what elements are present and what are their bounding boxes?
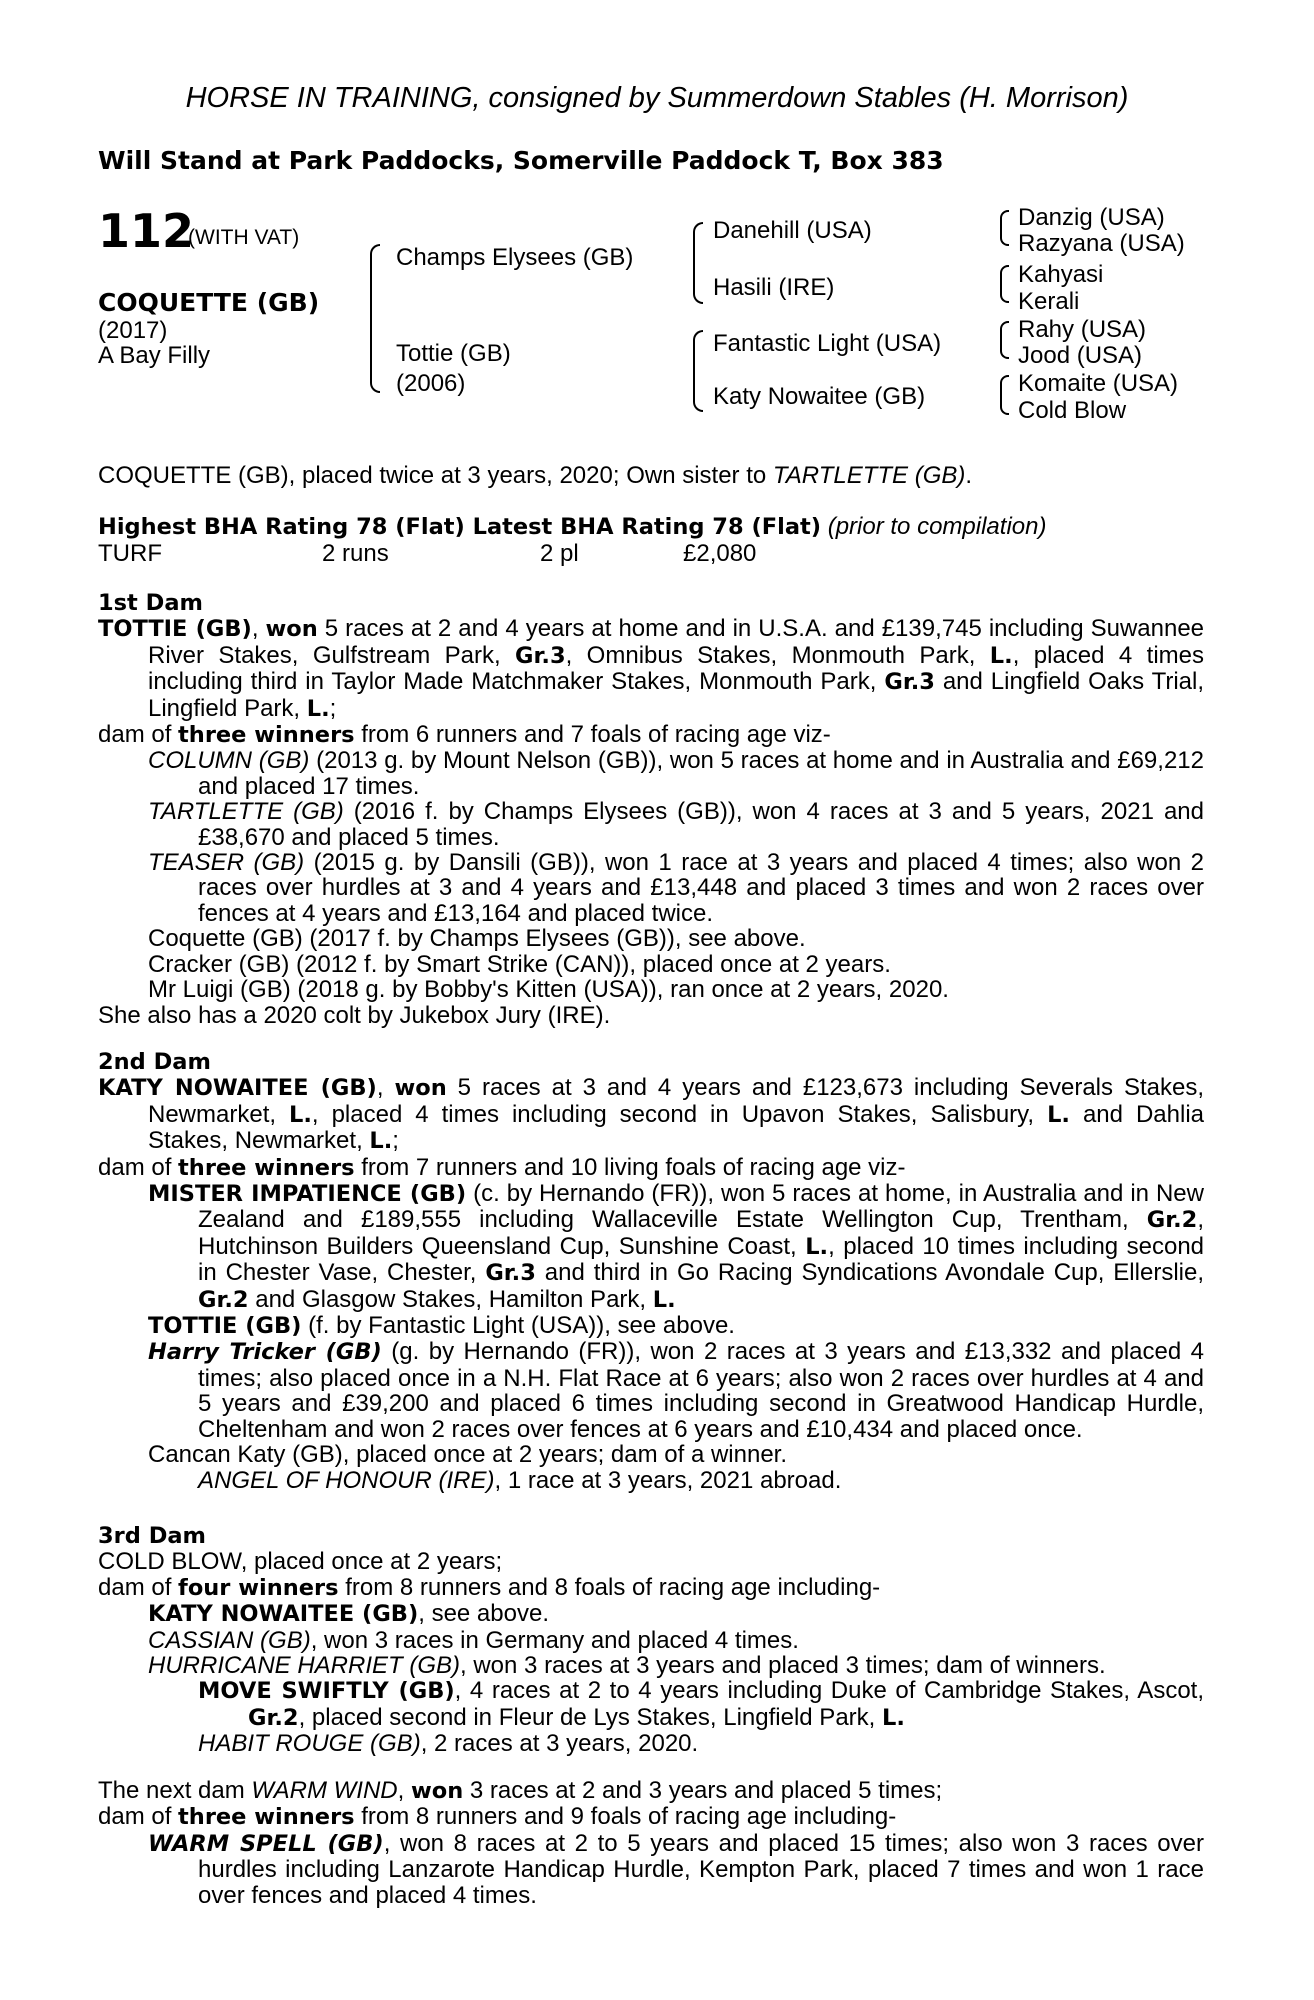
vat-note: (WITH VAT) — [188, 226, 300, 249]
produce-teaser: TEASER (GB) (2015 g. by Dansili (GB)), won 1 race at 3 years and placed 4 times; also won 2 races over hurdles at 3 and 4 years and £13,448 and placed 3 times and won 2 races over fences at 4 years and £13,164 and placed twice. — [148, 849, 1204, 927]
sire-dam: Hasili (IRE) — [713, 274, 835, 301]
next-dam-produce-summary: dam of three winners from 8 runners and 9 foals of racing age including- — [98, 1803, 897, 1831]
first-dam-record: TOTTIE (GB), won 5 races at 2 and 4 years at home and in U.S.A. and £139,745 including Suwannee River Stakes, Gulfstream Park, Gr.3, Omnibus Stakes, Monmouth Park, L., placed 4 times including third in Taylor Made Matchmaker Stakes, Monmouth Park, Gr.3 and Lingfield Oaks Trial, Lingfield Park, L.; — [98, 615, 1205, 722]
horse-description: A Bay Filly — [98, 342, 211, 369]
rating-placed: 2 pl — [540, 540, 579, 567]
dam-sire: Fantastic Light (USA) — [713, 330, 942, 357]
sire: Champs Elysees (GB) — [396, 244, 634, 271]
produce-hurricane-harriet: HURRICANE HARRIET (GB), won 3 races at 3 years and placed 3 times; dam of winners. — [148, 1652, 1106, 1680]
ancestor-8: Cold Blow — [1018, 397, 1127, 424]
pedigree-brace-g3 — [1000, 321, 1009, 359]
rating-note: (prior to compilation) — [827, 513, 1047, 540]
ancestor-3: Kahyasi — [1018, 261, 1104, 288]
dam-dam: Katy Nowaitee (GB) — [713, 383, 926, 410]
second-dam-section — [98, 1050, 1204, 1493]
rating-label: Highest BHA Rating 78 (Flat) Latest BHA Rating 78 (Flat) — [98, 514, 822, 540]
lot-number: 112 — [98, 204, 195, 258]
ancestor-7: Komaite (USA) — [1018, 370, 1179, 397]
first-dam-section — [98, 591, 1204, 1028]
third-dam-record: COLD BLOW, placed once at 2 years; — [98, 1548, 503, 1576]
summary-text: COQUETTE (GB), placed twice at 3 years, 2020; Own sister to — [98, 462, 773, 489]
first-dam-heading: 1st Dam — [98, 590, 203, 616]
pedigree-brace-sire — [693, 222, 703, 304]
pedigree-brace-main — [370, 244, 380, 393]
pedigree-brace-g4 — [1000, 375, 1009, 415]
produce-column: COLUMN (GB) (2013 g. by Mount Nelson (GB)), won 5 races at home and in Australia and £69,212 and placed 17 times. — [148, 747, 1204, 800]
next-dam-record: The next dam WARM WIND, won 3 races at 2 and 3 years and placed 5 times; — [98, 1777, 943, 1804]
third-dam-section — [98, 1524, 1204, 1757]
produce-habit-rouge: HABIT ROUGE (GB), 2 races at 3 years, 2020. — [198, 1730, 699, 1758]
produce-mister-impatience: MISTER IMPATIENCE (GB) (c. by Hernando (FR)), won 5 races at home, in Australia and in New Zealand and £189,555 including Wallaceville Estate Wellington Cup, Trentham, Gr.2, Hutchinson Builders Queensland Cup, Sunshine Coast, L., placed 10 times including second in Chester Vase, Chester, Gr.3 and third in Go Racing Syndications Avondale Cup, Ellerslie, Gr.2 and Glasgow Stakes, Hamilton Park, L. — [148, 1180, 1205, 1313]
second-dam-produce-summary: dam of three winners from 7 runners and 10 living foals of racing age viz- — [98, 1153, 906, 1181]
produce-cracker: Cracker (GB) (2012 f. by Smart Strike (CAN)), placed once at 2 years. — [148, 950, 891, 978]
rating-earnings: £2,080 — [683, 540, 757, 567]
rating-runs: 2 runs — [322, 540, 389, 567]
produce-tartlette: TARTLETTE (GB) (2016 f. by Champs Elysees (GB)), won 4 races at 3 and 5 years, 2021 and £38,670 and placed 5 times. — [148, 798, 1204, 851]
ancestor-5: Rahy (USA) — [1018, 316, 1147, 343]
dam-year: (2006) — [396, 370, 466, 397]
pedigree-brace-g1 — [1000, 210, 1009, 246]
second-dam-heading: 2nd Dam — [98, 1049, 211, 1075]
produce-cancan-katy: Cancan Katy (GB), placed once at 2 years; dam of a winner. — [148, 1441, 787, 1469]
summary-end: . — [965, 462, 973, 489]
produce-katy-nowaitee: KATY NOWAITEE (GB), see above. — [148, 1600, 549, 1628]
produce-colt: She also has a 2020 colt by Jukebox Jury (IRE). — [98, 1001, 611, 1029]
summary-sister: TARTLETTE (GB) — [772, 462, 966, 489]
produce-angel-of-honour: ANGEL OF HONOUR (IRE), 1 race at 3 years, 2021 abroad. — [198, 1466, 842, 1494]
first-dam-produce-summary: dam of three winners from 6 runners and 7 foals of racing age viz- — [98, 721, 831, 749]
ancestor-4: Kerali — [1018, 288, 1080, 315]
third-dam-heading: 3rd Dam — [98, 1523, 206, 1549]
second-dam-record: KATY NOWAITEE (GB), won 5 races at 3 and 4 years and £123,673 including Severals Stakes, Newmarket, L., placed 4 times including second in Upavon Stakes, Salisbury, L. and Dahlia Stakes, Newmarket, L.; — [98, 1074, 1205, 1155]
pedigree-brace-dam — [693, 330, 703, 412]
produce-warm-spell: WARM SPELL (GB), won 8 races at 2 to 5 years and placed 15 times; also won 3 races over hurdles including Lanzarote Handicap Hurdle, Kempton Park, placed 7 times and won 1 race over fences and placed 4 times. — [148, 1829, 1204, 1909]
horse-name: COQUETTE (GB) — [98, 288, 320, 317]
produce-mr-luigi: Mr Luigi (GB) (2018 g. by Bobby's Kitten (USA)), ran once at 2 years, 2020. — [148, 976, 949, 1004]
produce-coquette: Coquette (GB) (2017 f. by Champs Elysees (GB)), see above. — [148, 925, 806, 953]
ancestor-2: Razyana (USA) — [1018, 230, 1185, 257]
pedigree-brace-g2 — [1000, 265, 1009, 303]
stand-location: Will Stand at Park Paddocks, Somerville Paddock T, Box 383 — [98, 146, 944, 175]
ancestor-1: Danzig (USA) — [1018, 204, 1165, 231]
rating-block — [98, 514, 1204, 540]
rating-surface: TURF — [98, 540, 162, 567]
summary-line — [98, 463, 1204, 488]
dam: Tottie (GB) — [396, 340, 511, 367]
foaling-year: (2017) — [98, 317, 168, 344]
sire-sire: Danehill (USA) — [713, 217, 872, 244]
ancestor-6: Jood (USA) — [1018, 342, 1143, 369]
produce-harry-tricker: Harry Tricker (GB) (g. by Hernando (FR)), won 2 races at 3 years and £13,332 and placed 4 times; also placed once in a N.H. Flat Race at 6 years; also won 2 races over hurdles at 4 and 5 years and £39,200 and placed 6 times including second in Greatwood Handicap Hurdle, Cheltenham and won 2 races over fences at 6 years and £10,434 and placed once. — [148, 1338, 1204, 1443]
produce-tottie: TOTTIE (GB) (f. by Fantastic Light (USA)), see above. — [148, 1312, 735, 1340]
third-dam-produce-summary: dam of four winners from 8 runners and 8 foals of racing age including- — [98, 1573, 881, 1601]
produce-cassian: CASSIAN (GB), won 3 races in Germany and placed 4 times. — [148, 1626, 799, 1654]
consignor-heading: HORSE IN TRAINING, consigned by Summerdown Stables (H. Morrison) — [185, 82, 1129, 114]
produce-move-swiftly: MOVE SWIFTLY (GB), 4 races at 2 to 4 years including Duke of Cambridge Stakes, Ascot, Gr.2, placed second in Fleur de Lys Stakes, Lingfield Park, L. — [198, 1677, 1204, 1731]
next-dam-section — [98, 1778, 1204, 1908]
